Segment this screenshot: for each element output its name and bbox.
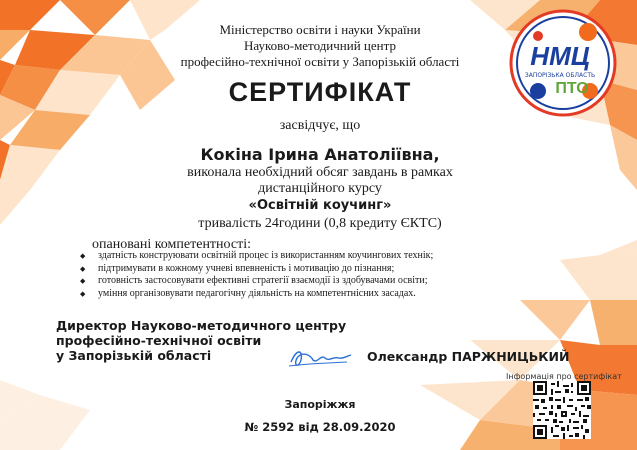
issue-city: Запоріжжя (284, 398, 356, 411)
certifies-text: засвідчує, що (279, 118, 361, 133)
course-type-text: дистанційного курсу (258, 181, 382, 196)
bullet-icon: ◆ (80, 264, 86, 273)
svg-text:НМЦ: НМЦ (530, 41, 590, 71)
list-item: ◆ здатність конструювати освітній процес із використанням коучингових технік; (80, 250, 434, 261)
qr-caption: Інформація про сертифікат (506, 372, 622, 381)
certificate-number: № 2592 від 28.09.2020 (244, 420, 396, 434)
list-item: ◆ готовність застосовувати ефективні стратегії взаємодії із здобувачами освіти; (80, 275, 428, 286)
qr-code[interactable] (533, 381, 591, 439)
course-duration: тривалість 24години (0,8 кредиту ЄКТС) (198, 216, 442, 231)
bullet-icon: ◆ (80, 252, 86, 260)
recipient-name: Кокіна Ірина Анатоліївна, (200, 145, 440, 164)
bullet-icon: ◆ (80, 289, 86, 298)
ministry-line: Міністерство освіти і науки України (219, 22, 421, 37)
svg-text:ЗАПОРІЗЬКА ОБЛАСТЬ: ЗАПОРІЗЬКА ОБЛАСТЬ (524, 72, 596, 79)
competencies-list (80, 250, 433, 300)
list-item: ◆ підтримувати в кожному учневі впевненість і мотивацію до пізнання; (80, 262, 395, 274)
certificate-title: СЕРТИФІКАТ (228, 77, 412, 107)
bullet-icon: ◆ (80, 277, 86, 285)
course-name: «Освітній коучинг» (248, 198, 392, 213)
center-line: Науково-методичний центр (244, 38, 396, 53)
nmc-pto-logo (508, 8, 618, 118)
svg-text:ПТО: ПТО (555, 80, 589, 97)
region-line: професійно-технічної освіти у Запорізькій області (180, 54, 460, 69)
competencies-title: опановані компетентності: (92, 237, 252, 252)
signer-name: Олександр ПАРЖНИЦЬКИЙ (367, 349, 570, 364)
completion-text: виконала необхідний обсяг завдань в рамках (187, 165, 453, 180)
handwritten-signature (285, 340, 355, 372)
list-item: ◆ уміння організовувати педагогічну діяльність на компетентнісних засадах. (80, 287, 416, 299)
director-title: Директор Науково-методичного центру професійно-технічної освіти у Запорізькій області (56, 318, 347, 363)
issuer-block (150, 22, 490, 70)
